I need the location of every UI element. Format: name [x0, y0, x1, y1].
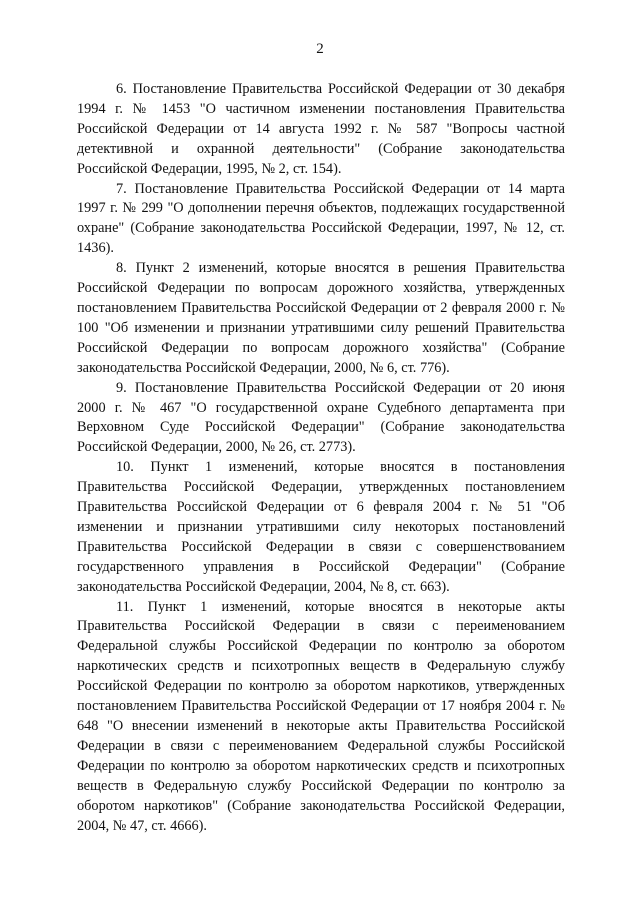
list-item-7: 7. Постановление Правительства Российской Федерации от 14 марта 1997 г. № 299 "О дополнении перечня объектов, подлежащих государственной охране" (Собрание законодательства Российской Федерации, 1997, № 12, ст. 1436). — [77, 180, 565, 257]
list-item-10: 10. Пункт 1 изменений, которые вносятся в постановления Правительства Российской Федерации, утвержденных постановлением Правительства Российской Федерации от 6 февраля 2004 г. № 51 "Об изменении и признании утратившими силу некоторых постановлений Правительства Российской Федерации в связи с совершенствованием государственного управления в Российской Федерации" (Собрание законодательства Российской Федерации, 2004, № 8, ст. 663). — [77, 459, 565, 595]
document-body — [77, 80, 565, 836]
list-item-8: 8. Пункт 2 изменений, которые вносятся в решения Правительства Российской Федерации по вопросам дорожного хозяйства, утвержденных постановлением Правительства Российской Федерации от 2 февраля 2000 г. № 100 "Об изменении и признании утратившими силу решений Правительства Российской Федерации по вопросам дорожного хозяйства" (Собрание законодательства Российской Федерации, 2000, № 6, ст. 776). — [77, 260, 565, 376]
page-number: 2 — [316, 41, 324, 57]
list-item-9: 9. Постановление Правительства Российской Федерации от 20 июня 2000 г. № 467 "О государственной охране Судебного департамента при Верховном Суде Российской Федерации" (Собрание законодательства Российской Федерации, 2000, № 26, ст. 2773). — [77, 379, 565, 456]
list-item-11: 11. Пункт 1 изменений, которые вносятся в некоторые акты Правительства Российской Федерации в связи с переименованием Федеральной службы Российской Федерации по контролю за оборотом наркотических средств и психотропных веществ в Федеральную службу Российской Федерации по контролю за оборотом наркотиков, утвержденных постановлением Правительства Российской Федерации от 17 ноября 2004 г. № 648 "О внесении изменений в некоторые акты Правительства Российской Федерации в связи с переименованием Федеральной службы Российской Федерации по контролю за оборотом наркотических средств и психотропных веществ в Федеральную службу Российской Федерации по контролю за оборотом наркотиков" (Собрание законодательства Российской Федерации, 2004, № 47, ст. 4666). — [77, 598, 565, 834]
list-item-6: 6. Постановление Правительства Российской Федерации от 30 декабря 1994 г. № 1453 "О частичном изменении постановления Правительства Российской Федерации от 14 августа 1992 г. № 587 "Вопросы частной детективной и охранной деятельности" (Собрание законодательства Российской Федерации, 1995, № 2, ст. 154). — [77, 81, 565, 177]
